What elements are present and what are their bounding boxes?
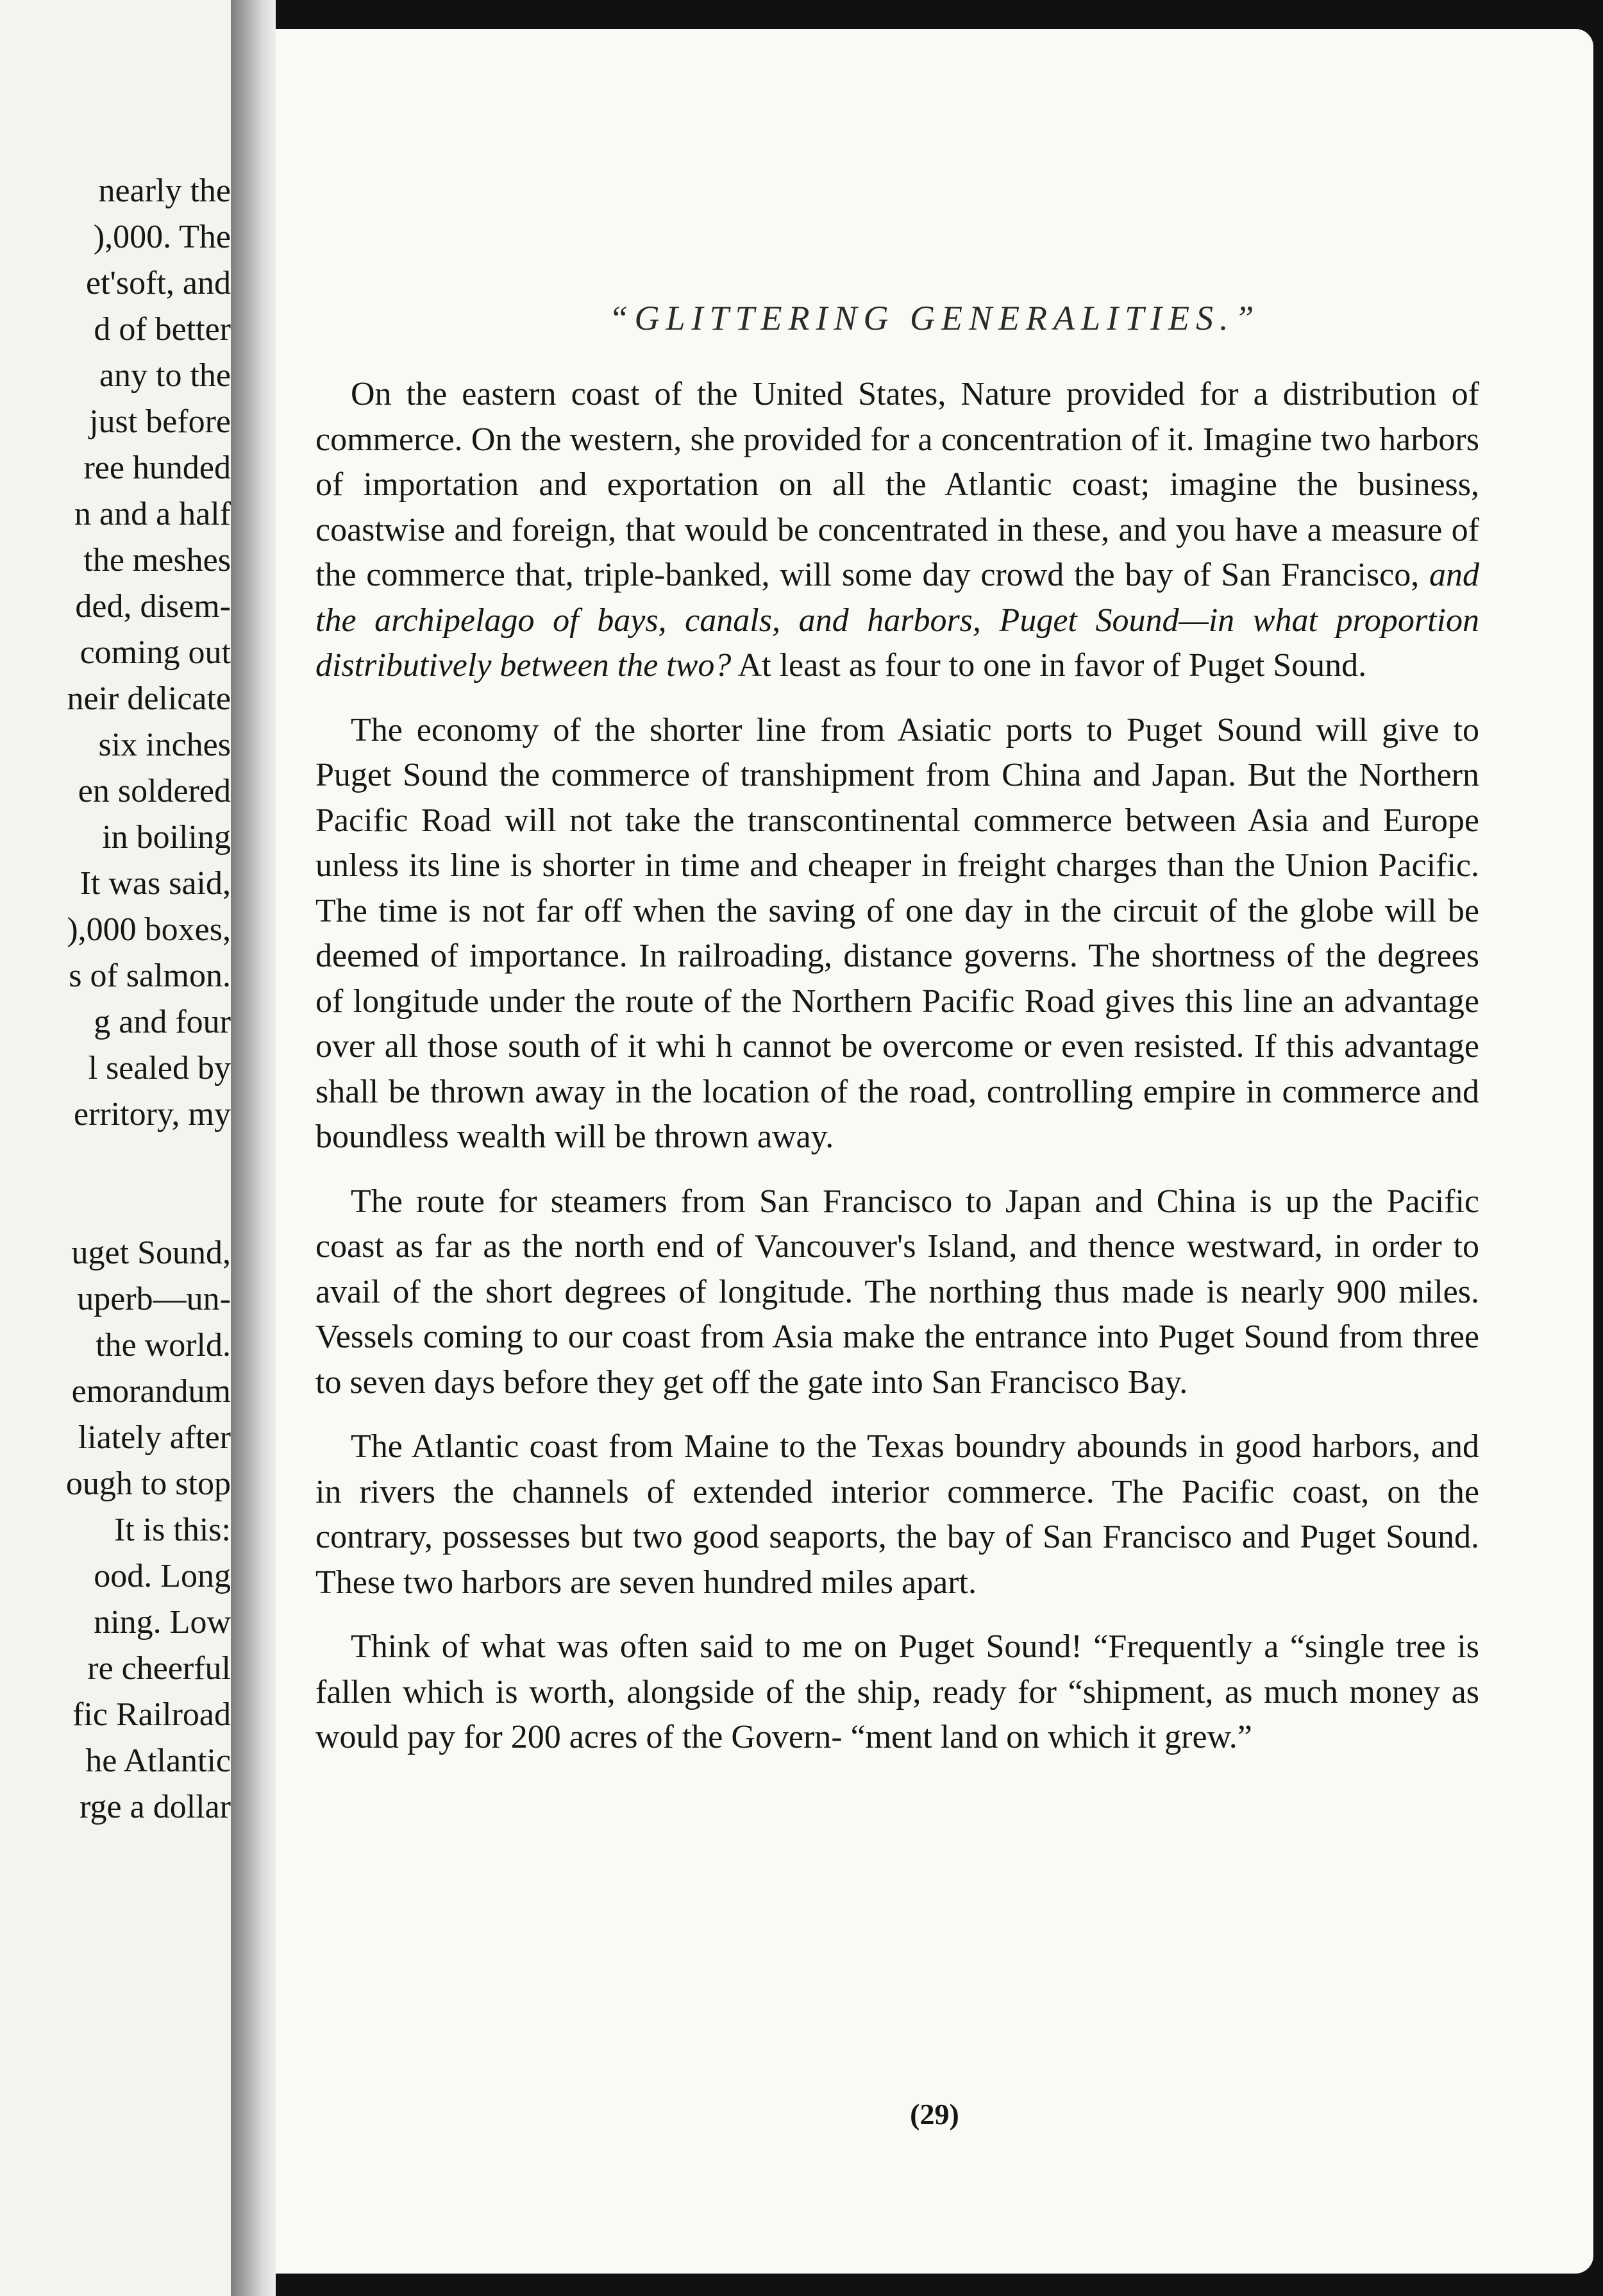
right-page <box>276 29 1593 2274</box>
left-page-line: rge a dollar <box>80 1789 231 1825</box>
left-page-line: erritory, my <box>74 1096 231 1133</box>
page-number: (29) <box>910 2098 959 2131</box>
left-page-line: d of better <box>94 311 231 348</box>
left-page-line: the world. <box>96 1327 231 1363</box>
paragraph-4: The Atlantic coast from Maine to the Texas boundry abounds in good harbors, and in rivers the channels of extended interior commerce. The Pacific coast, on the contrary, possesses but two good seaports, the bay of San Francisco and Puget Sound. These two harbors are seven hundred miles apart. <box>315 1428 1479 1601</box>
left-page-line <box>19 1138 231 1184</box>
book-gutter <box>231 0 276 2296</box>
left-page-line: uget Sound, <box>71 1235 231 1271</box>
paragraph-3: The route for steamers from San Francisco to Japan and China is up the Pacific coast as far as the north end of Vancouver's Island, and thence westward, in order to avail of the short degrees of longitude. The northing thus made is nearly 900 miles. Vessels coming to our coast from Asia make the entrance into Puget Sound from three to seven days before they get off the gate into San Francisco Bay. <box>315 1183 1479 1401</box>
left-page-line: et'soft, and <box>86 265 231 301</box>
left-facing-page <box>0 0 231 2296</box>
left-page-text <box>19 168 231 1830</box>
page-heading: “GLITTERING GENERALITIES.” <box>608 299 1261 337</box>
left-page-line: fic Railroad <box>72 1696 231 1733</box>
left-page-line: neir delicate <box>67 680 231 717</box>
left-page-line: in boiling <box>102 819 231 856</box>
left-page-line: ree hunded <box>83 450 231 486</box>
left-page-line: ),000 boxes, <box>67 911 231 948</box>
left-page-line: ded, disem- <box>75 588 231 625</box>
page-body <box>315 372 1479 1780</box>
left-page-line: uperb—un- <box>77 1281 231 1317</box>
left-page-line: coming out <box>80 634 231 671</box>
left-page-line: just before <box>89 403 231 440</box>
left-page-line: s of salmon. <box>69 958 231 994</box>
paragraph-1-text: On the eastern coast of the United States, Nature provided for a distribution of commerce. On the western, she provided for a concentration of it. Imagine two harbors of importation and exportation on all the Atlantic coast; imagine the business, coastwise and foreign, that would be concentrated in these, and you have a measure of the commerce that, triple-banked, will some day crowd the bay of San Francisco, <box>315 376 1479 593</box>
left-page-line: l sealed by <box>88 1050 231 1086</box>
left-page-line: the meshes <box>83 542 231 578</box>
left-page-line: n and a half <box>74 496 231 532</box>
left-page-line: any to the <box>99 357 231 394</box>
left-page-line <box>19 1184 231 1230</box>
left-page-line: emorandum <box>71 1373 231 1410</box>
left-page-line: he Atlantic <box>85 1743 231 1779</box>
left-page-line: nearly the <box>98 173 231 209</box>
left-page-line: ood. Long <box>94 1558 231 1594</box>
paragraph-1 <box>315 372 1479 689</box>
left-page-line: six inches <box>98 727 231 763</box>
left-page-line: It was said, <box>80 865 231 902</box>
left-page-line: en soldered <box>78 773 231 809</box>
left-page-line: re cheerful <box>87 1650 231 1687</box>
left-page-line: g and four <box>94 1004 231 1040</box>
left-page-line: It is this: <box>113 1512 231 1548</box>
left-page-line: ough to stop <box>65 1465 231 1502</box>
left-page-line: ning. Low <box>94 1604 231 1641</box>
paragraph-5: Think of what was often said to me on Puget Sound! “Frequently a “single tree is fallen which is worth, alongside of the ship, ready for “shipment, as much money as would pay for 200 acres of the Govern- “ment land on which it grew.” <box>315 1628 1479 1755</box>
left-page-line: liately after <box>78 1419 231 1456</box>
left-page-line: ),000. The <box>93 219 231 255</box>
paragraph-1-tail: At least as four to one in favor of Puget Sound. <box>731 647 1367 684</box>
paragraph-2: The economy of the shorter line from Asiatic ports to Puget Sound will give to Puget Sound the commerce of transhipment from China and Japan. But the Northern Pacific Road will not take the transcontinental commerce between Asia and Europe unless its line is shorter in time and cheaper in freight charges than the Union Pacific. The time is not far off when the saving of one day in the circuit of the globe will be deemed of importance. In railroading, distance governs. The shortness of the degrees of longitude under the route of the Northern Pacific Road gives this line an advantage over all those south of it whi h cannot be overcome or even resisted. If this advantage shall be thrown away in the location of the road, controlling empire in commerce and boundless wealth will be thrown away. <box>315 711 1479 1155</box>
paragraph-1-italic: and the archipelago of bays, canals, and harbors, Puget Sound—in what proportion distributively between the two? <box>315 557 1479 684</box>
